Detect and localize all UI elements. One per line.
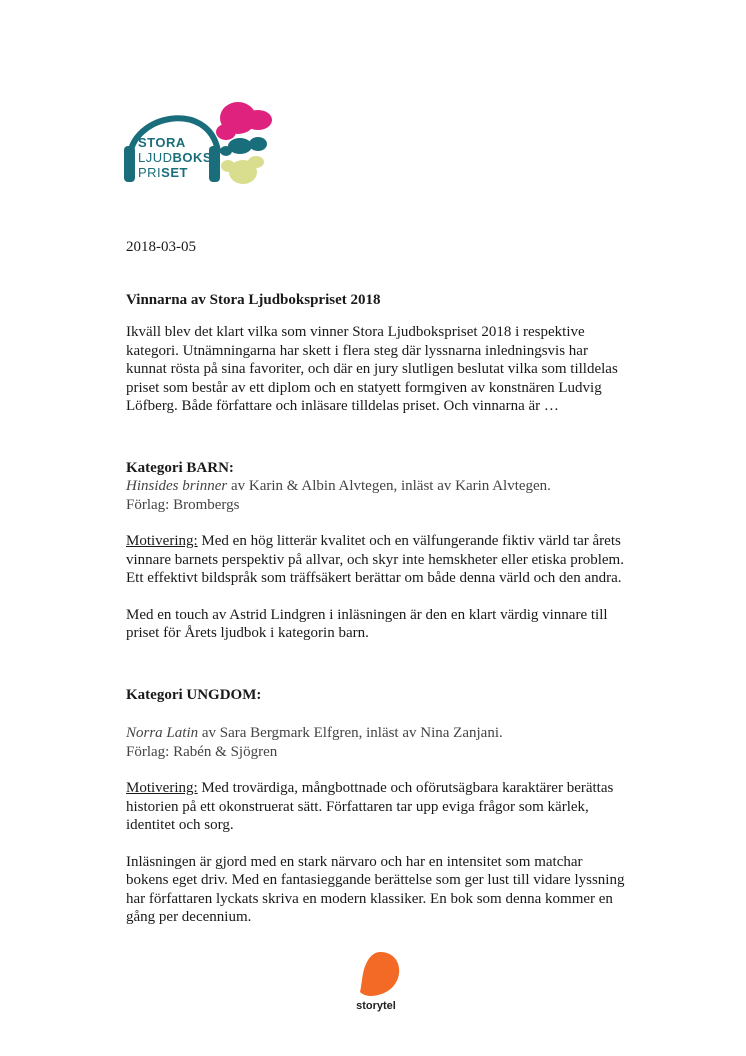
logo-line-2b: BOKS <box>172 150 213 165</box>
logo-line-1: STORA <box>138 135 186 150</box>
ungdom-book-credits: av Sara Bergmark Elfgren, inläst av Nina Zanjani. <box>198 725 503 741</box>
barn-book-title: Hinsides brinner <box>126 478 228 494</box>
barn-motivation <box>126 532 626 588</box>
logo-line-2 <box>138 150 212 165</box>
barn-motivation-label: Motivering: <box>126 533 198 549</box>
barn-publisher: Förlag: Brombergs <box>126 496 240 513</box>
barn-book-line <box>126 477 626 496</box>
logo-line-2a: LJUD <box>138 150 173 165</box>
logo-line-3 <box>138 165 212 180</box>
barn-book-credits: av Karin & Albin Alvtegen, inläst av Karin Alvtegen. <box>227 478 551 494</box>
document-body <box>126 238 626 927</box>
barn-reading-paragraph: Med en touch av Astrid Lindgren i inläsningen är den en klart värdig vinnare till priset för Årets ljudbok i kategorin barn. <box>126 606 608 641</box>
ungdom-motivation-label: Motivering: <box>126 780 198 796</box>
category-barn-heading: Kategori BARN: <box>126 459 234 476</box>
storytel-speech-bubble-icon <box>336 948 416 1000</box>
ungdom-motivation-text: Med trovärdiga, mångbottnade och oförutsägbara karaktärer berättas historien på ett okonstruerat sätt. Författaren tar upp eviga frågor som kärlek, identitet och sorg. <box>126 780 614 833</box>
logo-wordmark <box>138 135 212 180</box>
storytel-wordmark: storytel <box>356 1000 396 1012</box>
ungdom-book-line <box>126 724 626 743</box>
stora-ljudbokspriset-logo <box>118 96 288 196</box>
ungdom-motivation <box>126 779 626 835</box>
category-ungdom-heading: Kategori UNGDOM: <box>126 686 262 703</box>
press-date: 2018-03-05 <box>126 239 196 255</box>
logo-line-3b: SET <box>161 165 188 180</box>
barn-motivation-text: Med en hög litterär kvalitet och en välfungerande fiktiv värld tar årets vinnare barnets perspektiv på allvar, och skyr inte hemskheter eller etiska problem. Ett effektivt bildspråk som träffsäkert berättar om både denna värld och den andra. <box>126 533 624 586</box>
ungdom-publisher: Förlag: Rabén & Sjögren <box>126 743 278 760</box>
ungdom-book-title: Norra Latin <box>126 725 199 741</box>
storytel-logo <box>336 948 416 1018</box>
press-title: Vinnarna av Stora Ljudbokspriset 2018 <box>126 291 381 308</box>
intro-paragraph: Ikväll blev det klart vilka som vinner Stora Ljudbokspriset 2018 i respektive kategori. Utnämningarna har skett i flera steg där lyssnarna inledningsvis har kunnat rösta på sina favoriter, och där en jury slutligen beslutat vilka som tilldelas priset som består av ett diplom och en statyett formgiven av konstnären Ludvig Löfberg. Både författare och inläsare tilldelas priset. Och vinnarna är … <box>126 324 618 414</box>
ungdom-reading-paragraph: Inläsningen är gjord med en stark närvaro och har en intensitet som matchar bokens eget driv. Med en fantasieggande berättelse som ger lust till vidare lyssning har författaren lyckats skriva en modern klassiker. En bok som denna kommer en gång per decennium. <box>126 853 625 925</box>
logo-line-3a: PRI <box>138 165 162 180</box>
